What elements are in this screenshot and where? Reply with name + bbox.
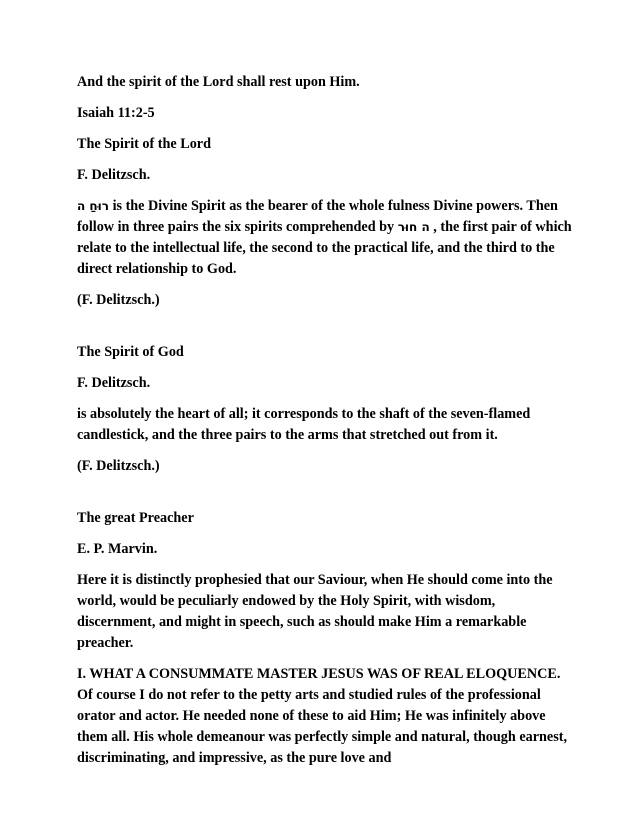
- author-citation: (F. Delitzsch.): [77, 292, 160, 308]
- document-body: [77, 72, 577, 779]
- paragraph-divine-spirit: [77, 196, 577, 280]
- paragraph-text: , the first pair of which relate to the intellectual life, the second to the practical life, and the third to the direct relationship to God.: [77, 219, 572, 277]
- section-heading-great-preacher: The great Preacher: [77, 510, 194, 526]
- author-name: F. Delitzsch.: [77, 375, 151, 391]
- paragraph-verse: And the spirit of the Lord shall rest upon Him.: [77, 74, 360, 90]
- hebrew-text: רוּחַ ה: [77, 199, 110, 213]
- paragraph-prophesied: Here it is distinctly prophesied that our Saviour, when He should come into the world, would be peculiarly endowed by the Holy Spirit, with wisdom, discernment, and might in speech, such as should make Him a remarkable preacher.: [77, 572, 553, 651]
- section-heading-spirit-of-lord: The Spirit of the Lord: [77, 136, 211, 152]
- author-citation: (F. Delitzsch.): [77, 458, 160, 474]
- author-name: F. Delitzsch.: [77, 167, 151, 183]
- paragraph-eloquence: I. WHAT A CONSUMMATE MASTER JESUS WAS OF REAL ELOQUENCE. Of course I do not refer to the petty arts and studied rules of the professional orator and actor. He needed none of these to aid Him; He was infinitely above them all. His whole demeanour was perfectly simple and natural, though earnest, discriminating, and impressive, as the pure love and: [77, 666, 567, 766]
- section-heading-spirit-of-god: The Spirit of God: [77, 344, 184, 360]
- paragraph-reference: Isaiah 11:2-5: [77, 105, 155, 121]
- paragraph-text: is the Divine Spirit as the bearer of the whole fulness Divine powers. Then follow in three pairs the six spirits comprehended by: [77, 198, 558, 235]
- spacer: [77, 487, 577, 508]
- spacer: [77, 321, 577, 342]
- hebrew-text: ה חוּר: [397, 220, 430, 234]
- paragraph-heart-of-all: is absolutely the heart of all; it corresponds to the shaft of the seven-flamed candlestick, and the three pairs to the arms that stretched out from it.: [77, 406, 531, 443]
- author-name: E. P. Marvin.: [77, 541, 158, 557]
